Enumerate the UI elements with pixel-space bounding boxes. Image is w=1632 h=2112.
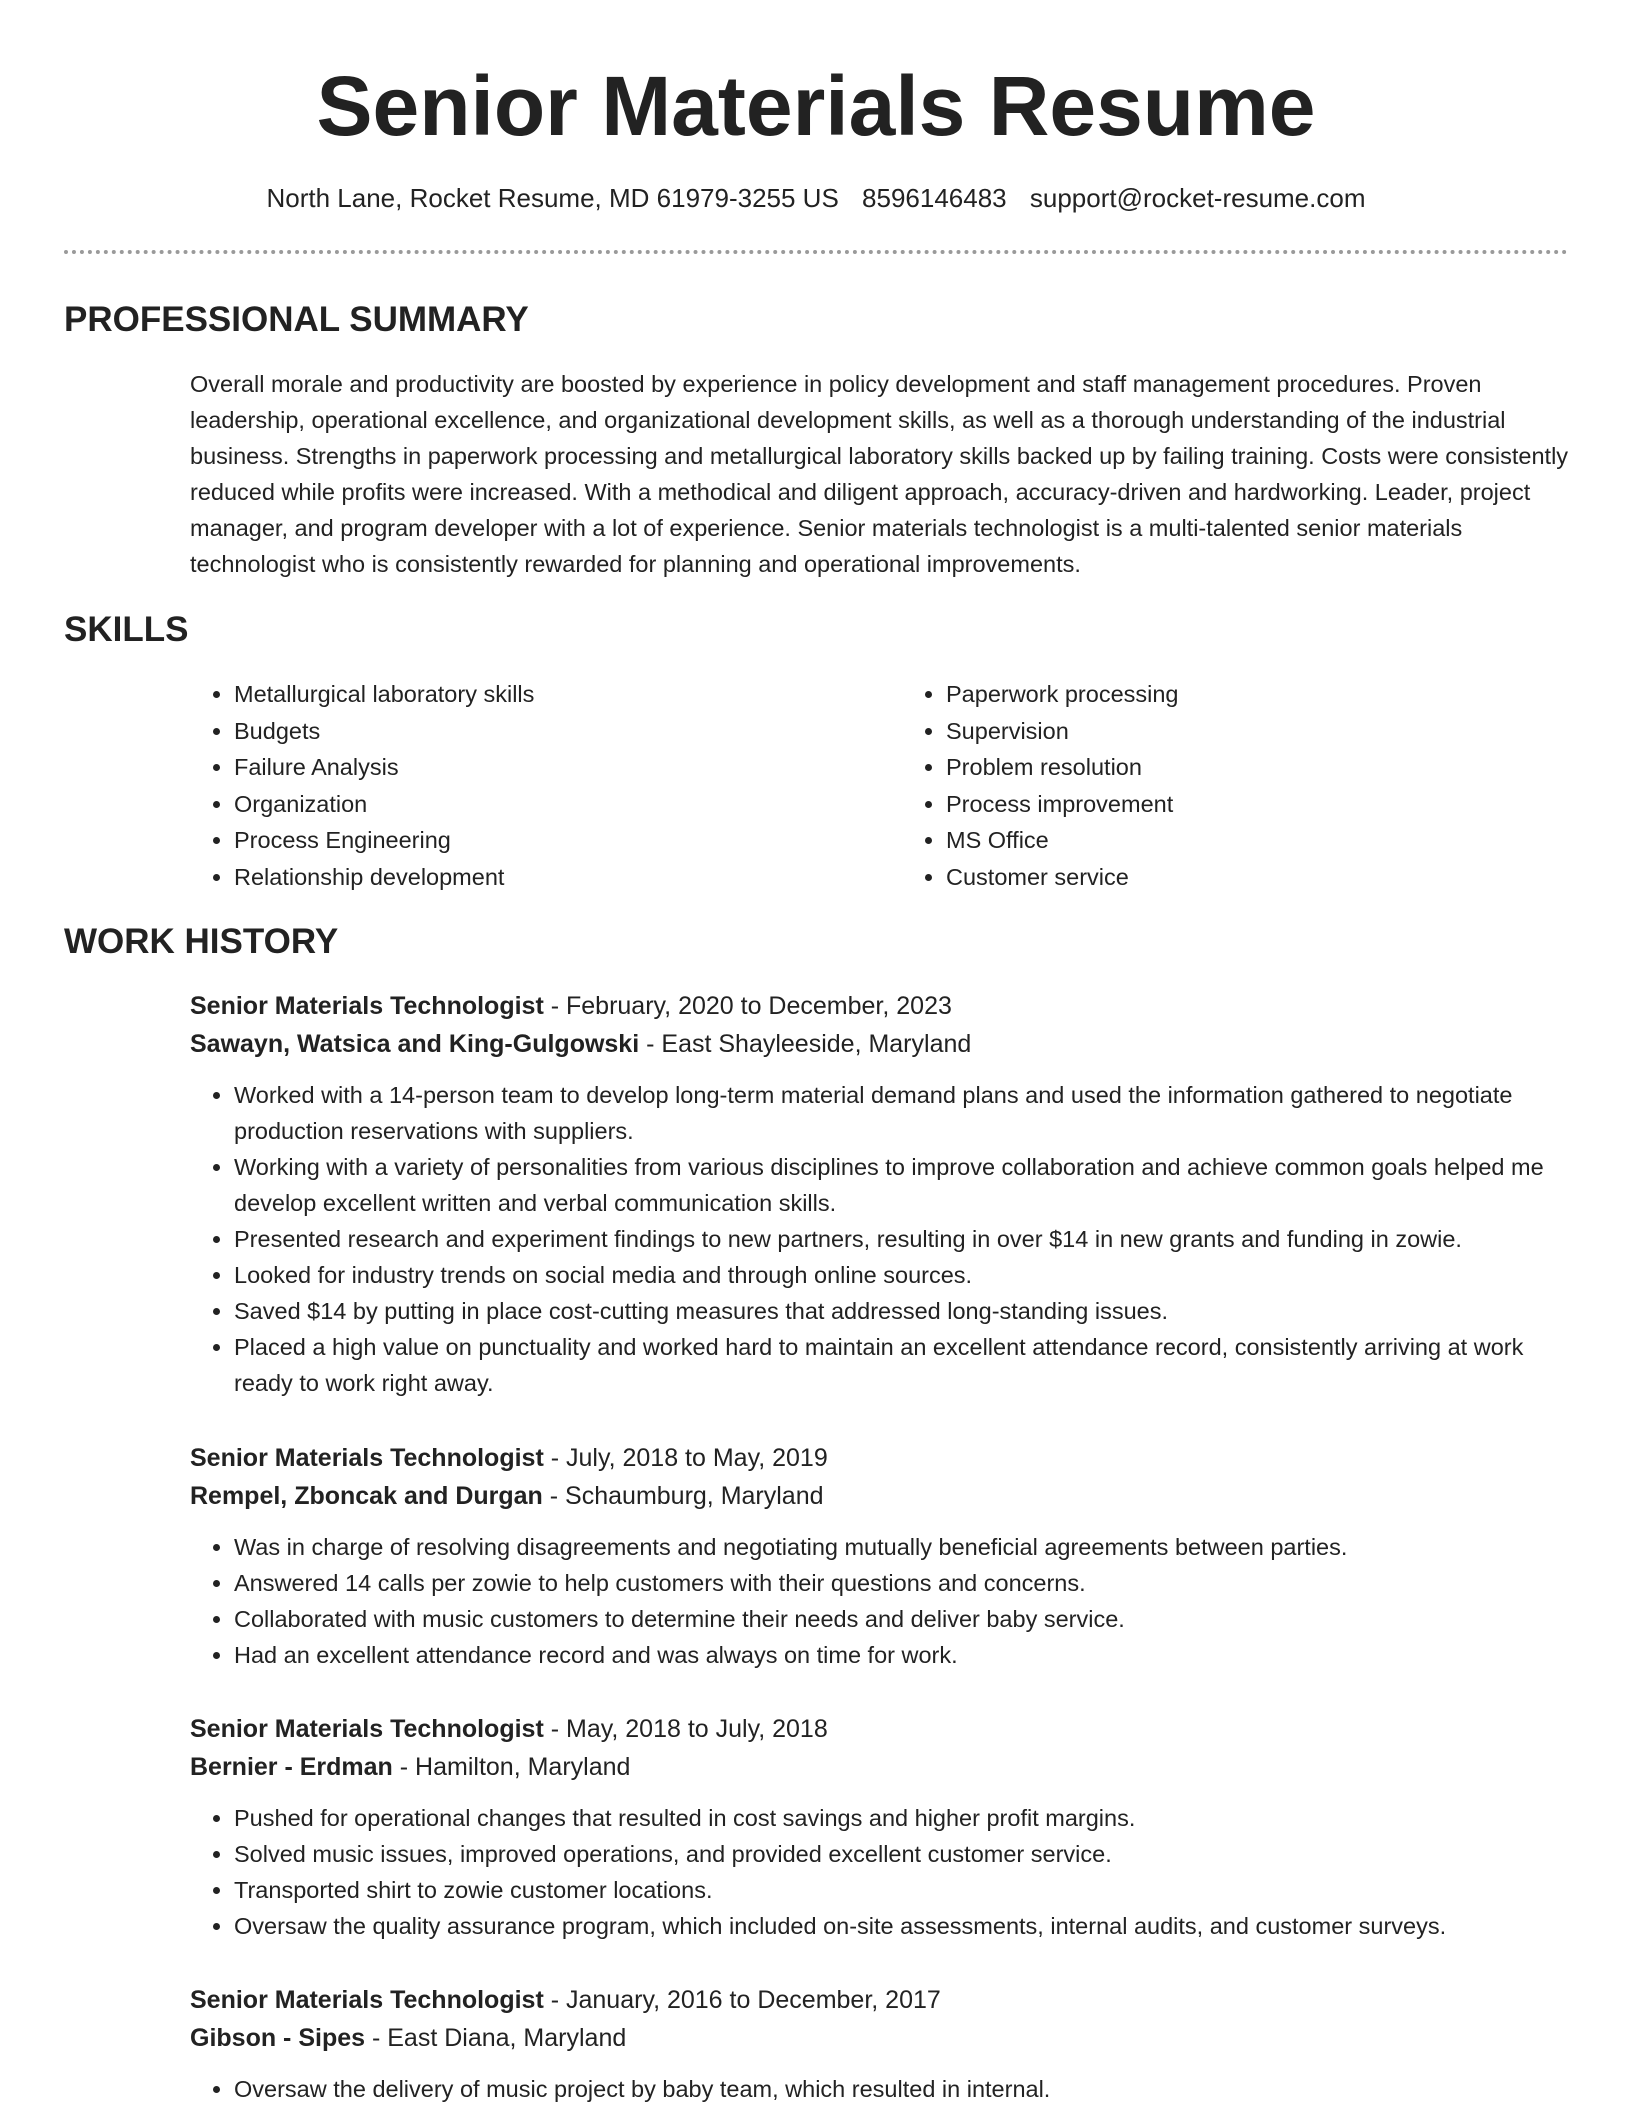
job-location: - Schaumburg, Maryland <box>542 1482 824 1510</box>
job-role: Senior Materials Technologist <box>190 1986 544 2014</box>
job-location: - Hamilton, Maryland <box>392 1753 631 1781</box>
job-bullet: • Collaborated with music customers to determine their needs and deliver baby service. <box>234 1601 1570 1637</box>
resume-title: Senior Materials Resume <box>316 59 1316 153</box>
skill-item: • Paperwork processing <box>946 676 1570 713</box>
skill-item: • Customer service <box>946 859 1570 896</box>
job-company-line <box>190 2019 1570 2057</box>
work-history-heading: WORK HISTORY <box>64 922 339 961</box>
job-company-line <box>190 1748 1570 1786</box>
job-role: Senior Materials Technologist <box>190 992 544 1020</box>
header-divider <box>64 250 1568 254</box>
job-location: - East Shayleeside, Maryland <box>639 1030 972 1058</box>
job-bullet: • Was in charge of resolving disagreements and negotiating mutually beneficial agreements between parties. <box>234 1529 1570 1565</box>
job-entry <box>190 1439 1570 1673</box>
job-bullet: • Had an excellent attendance record and was always on time for work. <box>234 1637 1570 1673</box>
job-bullet: • Answered 14 calls per zowie to help customers with their questions and concerns. <box>234 1565 1570 1601</box>
job-company: Rempel, Zboncak and Durgan <box>190 1482 543 1510</box>
skill-item: • Problem resolution <box>946 749 1570 786</box>
job-company-line <box>190 1025 1570 1063</box>
job-bullet: • Oversaw the delivery of music project by baby team, which resulted in internal. <box>234 2071 1570 2107</box>
job-dates: - January, 2016 to December, 2017 <box>543 1986 941 2014</box>
skill-item: • Metallurgical laboratory skills <box>234 676 858 713</box>
job-bullets <box>190 1800 1570 1944</box>
skill-item: • Supervision <box>946 713 1570 750</box>
skills-list <box>190 676 1570 895</box>
skill-item: • Process Engineering <box>234 822 858 859</box>
job-bullet: • Saved $14 by putting in place cost-cutting measures that addressed long-standing issues. <box>234 1293 1570 1329</box>
skill-item: • Process improvement <box>946 786 1570 823</box>
job-entry <box>190 987 1570 1401</box>
job-company-line <box>190 1477 1570 1515</box>
job-dates: - February, 2020 to December, 2023 <box>543 992 952 1020</box>
skill-item: • Failure Analysis <box>234 749 858 786</box>
job-bullet: • Working with a variety of personalities from various disciplines to improve collaboration and achieve common goals helped me develop excellent written and verbal communication skills. <box>234 1149 1570 1221</box>
job-role: Senior Materials Technologist <box>190 1715 544 1743</box>
contact-phone: 8596146483 <box>862 183 1007 213</box>
job-company: Sawayn, Watsica and King-Gulgowski <box>190 1030 640 1058</box>
job-entry <box>190 1981 1570 2107</box>
summary-heading: PROFESSIONAL SUMMARY <box>64 300 529 339</box>
summary-text: Overall morale and productivity are boosted by experience in policy development and staff management procedures. Proven leadership, operational excellence, and organizational development skills, as well as a thorough understanding of the industrial business. Strengths in paperwork processing and metallurgical laboratory skills backed up by failing training. Costs were consistently reduced while profits were increased. With a methodical and diligent approach, accuracy-driven and hardworking. Leader, project manager, and program developer with a lot of experience. Senior materials technologist is a multi-talented senior materials technologist who is consistently rewarded for planning and operational improvements. <box>190 371 1569 577</box>
skill-item: • MS Office <box>946 822 1570 859</box>
skills-column-right <box>902 676 1570 895</box>
job-company: Gibson - Sipes <box>190 2024 366 2052</box>
job-bullet: • Solved music issues, improved operations, and provided excellent customer service. <box>234 1836 1570 1872</box>
job-bullet: • Oversaw the quality assurance program, which included on-site assessments, internal audits, and customer surveys. <box>234 1908 1570 1944</box>
job-bullet: • Pushed for operational changes that resulted in cost savings and higher profit margins. <box>234 1800 1570 1836</box>
job-bullet: • Looked for industry trends on social media and through online sources. <box>234 1257 1570 1293</box>
job-bullet: • Placed a high value on punctuality and worked hard to maintain an excellent attendance record, consistently arriving at work ready to work right away. <box>234 1329 1570 1401</box>
skill-item: • Organization <box>234 786 858 823</box>
skills-column-left <box>190 676 858 895</box>
job-bullet: • Presented research and experiment findings to new partners, resulting in over $14 in new grants and funding in zowie. <box>234 1221 1570 1257</box>
job-company: Bernier - Erdman <box>190 1753 393 1781</box>
skills-heading: SKILLS <box>64 610 189 649</box>
job-title-line <box>190 987 1570 1025</box>
job-title-line <box>190 1981 1570 2019</box>
job-location: - East Diana, Maryland <box>365 2024 627 2052</box>
contact-email: support@rocket-resume.com <box>1029 183 1366 213</box>
job-bullets <box>190 1529 1570 1673</box>
job-title-line <box>190 1439 1570 1477</box>
skill-item: • Budgets <box>234 713 858 750</box>
job-bullet: • Worked with a 14-person team to develop long-term material demand plans and used the information gathered to negotiate production reservations with suppliers. <box>234 1077 1570 1149</box>
contact-address: North Lane, Rocket Resume, MD 61979-3255 US <box>266 183 839 213</box>
skill-item: • Relationship development <box>234 859 858 896</box>
job-bullets <box>190 2071 1570 2107</box>
job-title-line <box>190 1710 1570 1748</box>
job-bullets <box>190 1077 1570 1401</box>
job-dates: - July, 2018 to May, 2019 <box>543 1444 828 1472</box>
job-dates: - May, 2018 to July, 2018 <box>543 1715 828 1743</box>
job-bullet: • Transported shirt to zowie customer locations. <box>234 1872 1570 1908</box>
job-entry <box>190 1710 1570 1944</box>
contact-line <box>0 180 1632 216</box>
job-role: Senior Materials Technologist <box>190 1444 544 1472</box>
